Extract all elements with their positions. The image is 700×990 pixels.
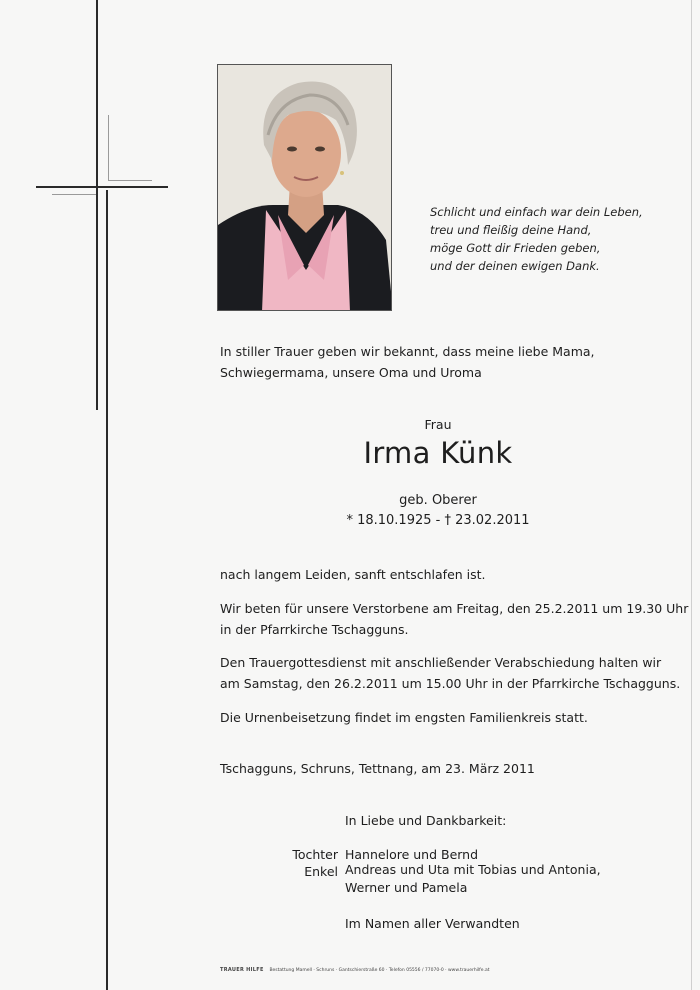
grandchildren-names	[345, 861, 601, 897]
footer-details: Bestattung Mamell · Schruns · Gantschierstraße 60 · Telefon 05556 / 77070-0 · www.trauerhilfe.at	[269, 968, 490, 973]
grandchildren-label: Enkel	[304, 864, 338, 879]
grandchildren-line: Andreas und Uta mit Tobias und Antonia,	[345, 862, 601, 877]
portrait-illustration	[218, 65, 392, 311]
urn-text: Die Urnenbeisetzung findet im engsten Familienkreis statt.	[220, 710, 588, 725]
poem-line: möge Gott dir Frieden geben,	[430, 241, 601, 255]
funeral-line: Den Trauergottesdienst mit anschließender Verabschiedung halten wir	[220, 655, 662, 670]
closing-line: Im Namen aller Verwandten	[345, 916, 520, 931]
funeral-text	[220, 652, 680, 694]
birth-name: geb. Oberer	[399, 493, 477, 508]
cross-horizontal-thin-left	[52, 194, 96, 195]
cross-vertical-left	[96, 0, 98, 410]
grandchildren-line: Werner und Pamela	[345, 880, 468, 895]
poem	[430, 203, 643, 275]
prayer-line: Wir beten für unsere Verstorbene am Freitag, den 25.2.2011 um 19.30 Uhr	[220, 601, 689, 616]
cross-horizontal-bar	[36, 186, 168, 188]
funeral-line: am Samstag, den 26.2.2011 um 15.00 Uhr in der Pfarrkirche Tschagguns.	[220, 676, 681, 691]
prayer-line: in der Pfarrkirche Tschagguns.	[220, 622, 409, 637]
poem-line: und der deinen ewigen Dank.	[430, 259, 600, 273]
poem-line: Schlicht und einfach war dein Leben,	[430, 205, 643, 219]
cross-vertical-thin	[108, 115, 109, 180]
footer-brand: TRAUER HILFE	[220, 967, 264, 973]
cross-vertical-main	[106, 190, 108, 990]
footer	[220, 967, 489, 973]
cross-horizontal-thin-right	[108, 180, 152, 181]
daughter-label: Tochter	[292, 847, 338, 862]
right-edge-line	[691, 0, 692, 990]
poem-line: treu und fleißig deine Hand,	[430, 223, 592, 237]
gratitude-line: In Liebe und Dankbarkeit:	[345, 813, 507, 828]
life-dates: * 18.10.1925 - † 23.02.2011	[346, 513, 530, 528]
intro-line: Schwiegermama, unsere Oma und Uroma	[220, 365, 482, 380]
portrait-photo	[217, 64, 392, 311]
prayer-text	[220, 598, 688, 640]
passing-text: nach langem Leiden, sanft entschlafen ist.	[220, 567, 486, 582]
intro-line: In stiller Trauer geben wir bekannt, dass meine liebe Mama,	[220, 344, 595, 359]
place-date: Tschagguns, Schruns, Tettnang, am 23. März 2011	[220, 761, 535, 776]
daughter-names: Hannelore und Bernd	[345, 847, 479, 862]
salutation: Frau	[424, 417, 452, 432]
intro-text	[220, 341, 595, 383]
deceased-name: Irma Künk	[363, 436, 513, 470]
